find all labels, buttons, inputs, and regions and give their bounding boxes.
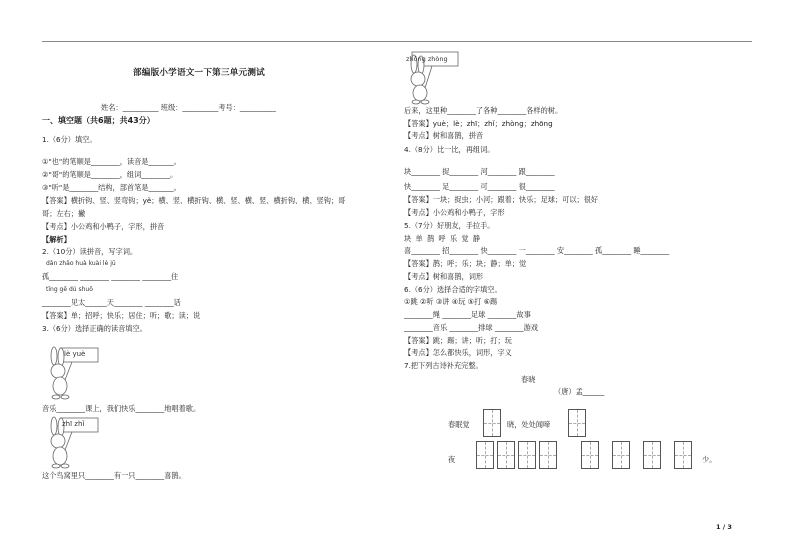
- poem-char-box[interactable]: [539, 441, 557, 469]
- student-info-line: 姓名：__________ 班级：__________考号：__________: [101, 103, 276, 112]
- q3-knowledge-point: 【考点】树和喜鹊，拼音: [404, 131, 484, 140]
- q3-line-c: 后来，这里种________了各种________各样的树。: [404, 106, 563, 115]
- poem-line1-mid: 晓，处处闻啼: [507, 420, 551, 429]
- q3-line-b: 这个鸟窝里只________有一只________喜鹊。: [42, 471, 186, 480]
- poem-char-box[interactable]: [497, 441, 515, 469]
- top-rule: [42, 41, 752, 42]
- poem-line2-end: 少。: [702, 455, 717, 464]
- poem-author: （唐）孟______: [554, 387, 605, 396]
- q2-pinyin-row1: dǎn zhǎo huà kuài lè jū: [46, 260, 116, 267]
- poem-char-box[interactable]: [581, 441, 599, 469]
- q4-row2: 快________ 足________ 可________ 很________: [404, 182, 555, 191]
- q4-row1: 块________ 捉________ 河________ 跟________: [404, 167, 555, 176]
- q5-bottom-row: 喜________ 招________ 快________ 一________ 安________ 孤________ 睡________: [404, 246, 670, 255]
- q1-stem: 1.（6分）填空。: [42, 135, 97, 144]
- poem-line2-start: 夜: [448, 455, 456, 464]
- q1-line3: ③"听"是________结构，部首笔是_______。: [42, 183, 181, 192]
- q4-answer: 【答案】一块；捉虫；小河；跟着；快乐；足球；可以；很好: [404, 195, 599, 204]
- q6-row1: ________绳 ________足球 ________故事: [404, 310, 531, 319]
- poem-title: 春晓: [521, 375, 536, 384]
- page-number: 1 / 3: [716, 523, 732, 531]
- page-title: 部编版小学语文一下第三单元测试: [133, 68, 265, 78]
- q1-line1: ①"也"的笔顺是________，读音是_______。: [42, 157, 181, 166]
- q7-stem: 7.把下列古诗补充完整。: [404, 361, 483, 370]
- section-heading: 一、填空题（共6题；共43分）: [42, 116, 155, 125]
- q6-row2: ________音乐 ________排球 ________游戏: [404, 323, 538, 332]
- q2-answer: 【答案】单；招呼；快乐；居住；听；歌；读；说: [42, 311, 201, 320]
- q5-stem: 5.（7分）好朋友，手拉手。: [404, 221, 495, 230]
- poem-char-box[interactable]: [483, 409, 501, 437]
- q3-answer: 【答案】yuè；lè；zhī；zhǐ；zhòng；zhōng: [404, 119, 553, 128]
- q2-stem: 2.（10分）读拼音，写字词。: [42, 247, 138, 256]
- q3-pinyin-a: lè yuè: [64, 350, 86, 358]
- poem-char-box[interactable]: [476, 441, 494, 469]
- q1-line2: ②"哥"的笔顺是________，组词________。: [42, 170, 178, 179]
- poem-char-box[interactable]: [643, 441, 661, 469]
- q6-knowledge-point: 【考点】怎么都快乐，词形，字义: [404, 348, 512, 357]
- q5-knowledge-point: 【考点】树和喜鹊，词形: [404, 272, 484, 281]
- q6-options: ①跳 ②听 ③讲 ④玩 ⑤打 ⑥踢: [404, 297, 498, 306]
- poem-char-box[interactable]: [674, 441, 692, 469]
- q1-answer-cont: 哥；左右；撇: [42, 209, 86, 218]
- q3-pinyin-c: zhōng zhòng: [406, 55, 448, 63]
- poem-line1-start: 春眠觉: [448, 420, 470, 429]
- q2-words-row1: 孤________ ________ ________ ________住: [42, 272, 179, 281]
- q6-stem: 6.（6分）选择合适的字填空。: [404, 285, 502, 294]
- poem-char-box[interactable]: [612, 441, 630, 469]
- q3-pinyin-b: zhī zhǐ: [62, 420, 85, 428]
- poem-char-box[interactable]: [568, 409, 586, 437]
- q1-analysis: 【解析】: [42, 235, 71, 244]
- q3-stem: 3.（6分）选择正确的读音填空。: [42, 324, 147, 333]
- q2-pinyin-row2: tīng gē dú shuō: [46, 286, 93, 293]
- q4-stem: 4.（8分）比一比，再组词。: [404, 145, 495, 154]
- q5-top-row: 块 单 鹊 呼 乐 觉 静: [404, 234, 482, 243]
- q4-knowledge-point: 【考点】小公鸡和小鸭子，字形: [404, 208, 505, 217]
- q2-words-row2: ________见太______天________ ________话: [42, 298, 181, 307]
- q6-answer: 【答案】跳；踢；讲；听；打；玩: [404, 336, 512, 345]
- q3-line-a: 音乐________课上，我们快乐________地唱着歌。: [42, 404, 201, 413]
- poem-char-box[interactable]: [518, 441, 536, 469]
- q5-answer: 【答案】鹊；呼；乐；块；静；单；觉: [404, 259, 527, 268]
- q1-answer: 【答案】横折钩、竖、竖弯钩；yě；横、竖、横折钩、横、竖、横、竖、横折钩、横、竖钩；哥: [42, 196, 346, 205]
- q1-knowledge-point: 【考点】小公鸡和小鸭子，字形，拼音: [42, 222, 165, 231]
